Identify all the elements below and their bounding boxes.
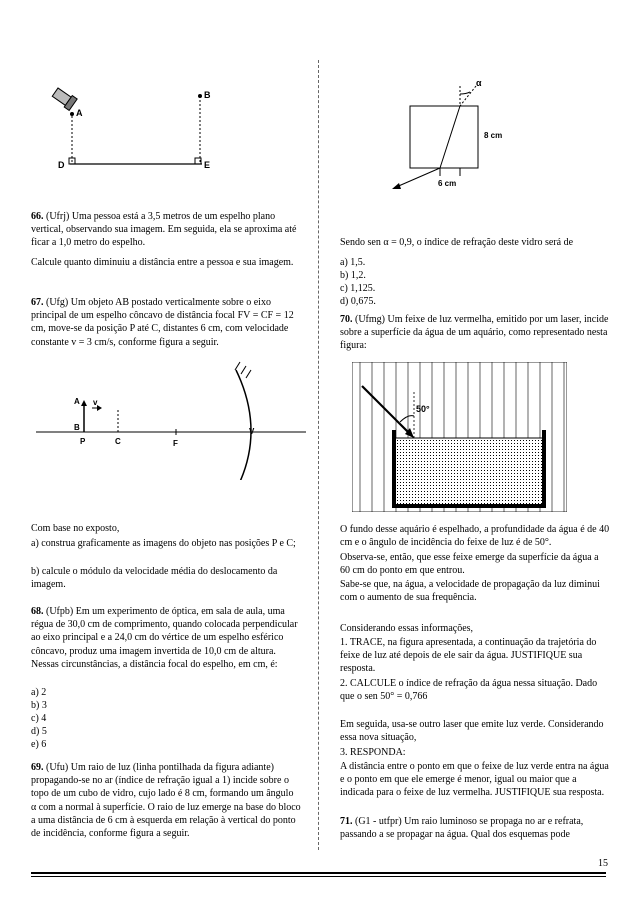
- q69-option: a) 1,5.: [340, 257, 366, 268]
- q68-source: (Ufpb): [46, 606, 74, 617]
- q69-source: (Ufu): [46, 762, 69, 773]
- question-70: [340, 313, 610, 353]
- label-base: 6 cm: [438, 179, 457, 188]
- label-a: A: [74, 397, 80, 406]
- footer-rule-thin: [31, 876, 606, 877]
- q70-item-1: 1. TRACE, na figura apresentada, a continuação da trajetória do feixe de luz até depois de ele sair da água. JUSTIFIQUE sua resposta.: [340, 637, 597, 675]
- q67-item-b: b) calcule o módulo da velocidade média do deslocamento da imagem.: [31, 566, 278, 591]
- footer-rule: [31, 872, 606, 874]
- q69-option: c) 1,125.: [340, 283, 376, 294]
- question-67: [31, 296, 301, 349]
- label-b: B: [204, 90, 211, 100]
- q68-option: c) 4: [31, 713, 47, 724]
- q67-source: (Ufg): [46, 297, 69, 308]
- label-p: P: [80, 437, 86, 446]
- q68-option: d) 5: [31, 726, 47, 737]
- q71-number: 71.: [340, 816, 353, 827]
- q69-text: Um raio de luz (linha pontilhada da figura adiante) propagando-se no ar (índice de refração igual a 1) incide sobre o topo de um cubo de vidro, cujo lado é 8 cm, formando um ângulo α com a normal à superfície. O raio de luz emerge na base do bloco a uma distância de 6 cm à esquerda em relação à vertical do ponto de incidência, conforme figura a seguir.: [31, 762, 301, 840]
- q70-p3: Sabe-se que, na água, a velocidade de propagação da luz diminui com o aumento de sua frequência.: [340, 579, 600, 604]
- q70-number: 70.: [340, 314, 353, 325]
- q70-item-2: 2. CALCULE o índice de refração da água nessa situação. Dado que o sen 50° = 0,766: [340, 678, 598, 703]
- q69-option: b) 1,2.: [340, 270, 366, 281]
- concave-mirror-figure: [36, 360, 306, 480]
- question-68: [31, 605, 301, 671]
- label-a: A: [76, 108, 83, 118]
- q68-option: a) 2: [31, 687, 47, 698]
- q66-task: Calcule quanto diminuiu a distância entre a pessoa e sua imagem.: [31, 257, 294, 268]
- q69-after: Sendo sen α = 0,9, o índice de refração deste vidro será de: [340, 237, 574, 248]
- q70-p4: Considerando essas informações,: [340, 623, 474, 634]
- flashlight-icon: [51, 86, 77, 110]
- label-b: B: [74, 423, 80, 432]
- glass-cube-figure: [380, 72, 530, 192]
- q66-number: 66.: [31, 211, 44, 222]
- q68-option: b) 3: [31, 700, 47, 711]
- q67-after: Com base no exposto,: [31, 523, 120, 534]
- q70-p2: Observa-se, então, que esse feixe emerge da superfície da água a 60 cm do ponto em que entrou.: [340, 552, 599, 577]
- mirror-figure: [40, 78, 220, 178]
- q66-source: (Ufrj): [46, 211, 70, 222]
- page-number: 15: [598, 858, 608, 869]
- q71-source: (G1 - utfpr): [355, 816, 402, 827]
- q68-option: e) 6: [31, 739, 47, 750]
- label-v: V: [249, 427, 255, 436]
- q71-text: Um raio luminoso se propaga no ar e refrata, passando a se propagar na água. Qual dos esquemas pode: [340, 816, 584, 841]
- q70-text: Um feixe de luz vermelha, emitido por um laser, incide sobre a superfície da água de um aquário, como representado nesta figura:: [340, 314, 609, 352]
- label-f: F: [173, 439, 178, 448]
- label-d: D: [58, 160, 65, 170]
- question-71: [340, 815, 610, 841]
- column-divider: [318, 60, 319, 850]
- label-e: E: [204, 160, 211, 170]
- q68-number: 68.: [31, 606, 44, 617]
- question-66: [31, 210, 301, 250]
- aquarium-figure: [352, 362, 567, 512]
- q67-text: Um objeto AB postado verticalmente sobre o eixo principal de um espelho côncavo de distância focal FV = CF = 12 cm, move-se da posição P até C, distantes 6 cm, com velocidade constante v = 3 cm/s, conforme figura a seguir.: [31, 297, 294, 348]
- q70-p5: Em seguida, usa-se outro laser que emite luz verde. Considerando essa nova situação,: [340, 719, 604, 744]
- q68-text: Em um experimento de óptica, em sala de aula, uma régua de 30,0 cm de comprimento, quando colocada perpendicular ao eixo principal e a 24,0 cm do vértice de um espelho esférico côncavo, produz uma imagem invertida de 10,0 cm de altura. Nessas circunstâncias, a distância focal do espelho, em cm, é:: [31, 606, 298, 670]
- label-v-vector: v: [93, 398, 98, 407]
- label-angle: 50°: [416, 404, 430, 414]
- q69-option: d) 0,675.: [340, 296, 376, 307]
- q67-number: 67.: [31, 297, 44, 308]
- q69-number: 69.: [31, 762, 44, 773]
- label-c: C: [115, 437, 121, 446]
- q70-p1: O fundo desse aquário é espelhado, a profundidade da água é de 40 cm e o ângulo de incidência do feixe de luz é de 50°.: [340, 524, 610, 549]
- label-alpha: α: [476, 78, 482, 88]
- q70-source: (Ufmg): [355, 314, 385, 325]
- q66-text: Uma pessoa está a 3,5 metros de um espelho plano vertical, observando sua imagem. Em seguida, ela se aproxima até ficar a 1,0 metro do espelho.: [31, 211, 297, 249]
- q67-item-a: a) construa graficamente as imagens do objeto nas posições P e C;: [31, 538, 296, 549]
- question-69: [31, 761, 301, 840]
- q70-p6: A distância entre o ponto em que o feixe de luz verde entra na água e o ponto em que ele emerge é menor, igual ou maior que a indicada para o feixe de luz vermelha. JUSTIFIQUE sua resposta.: [340, 761, 609, 799]
- label-side: 8 cm: [484, 131, 503, 140]
- q70-item-3: 3. RESPONDA:: [340, 747, 406, 758]
